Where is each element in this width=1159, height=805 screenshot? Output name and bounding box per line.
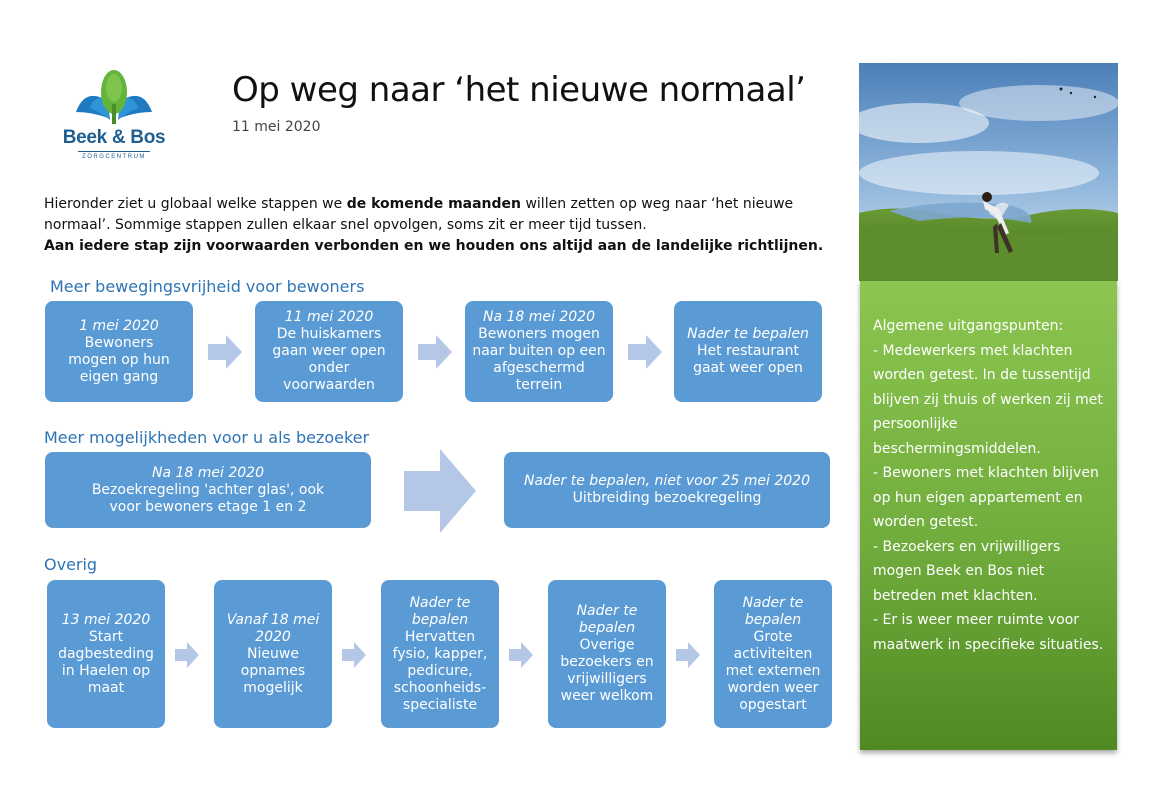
arrow-right-icon (208, 335, 242, 369)
step-text: De huiskamers gaan weer open onder voorwaarden (272, 326, 386, 393)
step-box (45, 301, 193, 402)
principle-item: - Bewoners met klachten blijven op hun eigen appartement en worden getest. (873, 465, 1099, 530)
step-box (504, 452, 830, 528)
principle-item: - Er is weer meer ruimte voor maatwerk in specifieke situaties. (873, 612, 1104, 653)
step-text: Bewoners mogen naar buiten op een afgeschermd terrein (472, 326, 606, 393)
section-heading-residents: Meer bewegingsvrijheid voor bewoners (50, 277, 365, 296)
step-box (465, 301, 613, 402)
logo-subtitle: ZORGCENTRUM (82, 154, 146, 160)
arrow-right-icon (418, 335, 452, 369)
step-date: Nader te bepalen (576, 603, 638, 636)
intro-part-c: willen zetten op weg naar ‘het nieuwe normaal’. Sommige stappen zullen elkaar snel opvolgen, soms zit er meer tijd tussen. (44, 196, 794, 233)
step-text: Hervatten fysio, kapper, pedicure, schoonheids-specialiste (392, 628, 488, 713)
section-heading-visitors: Meer mogelijkheden voor u als bezoeker (44, 428, 370, 447)
logo-brand-text: Beek & Bos (62, 127, 166, 148)
step-text: Bewoners mogen op hun eigen gang (68, 334, 170, 385)
intro-text (44, 194, 854, 257)
step-box (714, 580, 832, 728)
step-date: Nader te bepalen, niet voor 25 mei 2020 (524, 473, 810, 489)
step-box (548, 580, 666, 728)
arrow-right-icon (509, 642, 533, 668)
step-box (255, 301, 403, 402)
step-text: Uitbreiding bezoekregeling (572, 490, 762, 506)
section-heading-other: Overig (44, 555, 98, 574)
step-text: Grote activiteiten met externen worden weer opgestart (725, 628, 821, 713)
step-date: 1 mei 2020 (79, 317, 159, 334)
principles-panel (860, 281, 1117, 750)
landscape-illustration (859, 63, 1118, 281)
step-box (47, 580, 165, 728)
step-box (381, 580, 499, 728)
step-date: Na 18 mei 2020 (483, 309, 595, 325)
step-date: 13 mei 2020 (61, 611, 151, 628)
arrow-right-icon (175, 642, 199, 668)
intro-paragraph-1 (44, 194, 854, 236)
arrow-right-icon (342, 642, 366, 668)
tree-icon (62, 68, 166, 128)
beek-en-bos-logo (62, 68, 172, 168)
page-date: 11 mei 2020 (232, 119, 321, 135)
step-box (674, 301, 822, 402)
arrow-right-icon (676, 642, 700, 668)
step-date: 11 mei 2020 (284, 309, 374, 325)
intro-paragraph-2: Aan iedere stap zijn voorwaarden verbonden en we houden ons altijd aan de landelijke richtlijnen. (44, 238, 824, 254)
intro-part-a: Hieronder ziet u globaal welke stappen we (44, 196, 347, 212)
step-box (45, 452, 371, 528)
landscape-photo (859, 63, 1118, 281)
intro-emphasis: de komende maanden (346, 196, 522, 212)
logo-divider (78, 151, 150, 152)
step-date: Nader te bepalen (409, 594, 471, 628)
step-text: Het restaurant gaat weer open (693, 343, 803, 376)
step-date: Na 18 mei 2020 (152, 464, 264, 481)
step-text: Bezoekregeling 'achter glas', ook voor bewoners etage 1 en 2 (91, 481, 325, 515)
step-box (214, 580, 332, 728)
step-text: Start dagbesteding in Haelen op maat (58, 628, 154, 696)
arrow-right-icon (404, 449, 476, 533)
principle-item: - Medewerkers met klachten worden getest. In de tussentijd blijven zij thuis of werken zij met persoonlijke beschermingsmiddelen. (873, 342, 1103, 457)
step-text: Overige bezoekers en vrijwilligers weer welkom (560, 637, 654, 704)
step-date: Vanaf 18 mei 2020 (226, 611, 320, 645)
page-title: Op weg naar ‘het nieuwe normaal’ (232, 70, 806, 110)
step-date: Nader te bepalen (687, 326, 809, 342)
step-text: Nieuwe opnames mogelijk (240, 645, 306, 696)
principle-item: - Bezoekers en vrijwilligers mogen Beek en Bos niet betreden met klachten. (873, 538, 1061, 604)
arrow-right-icon (628, 335, 662, 369)
step-date: Nader te bepalen (742, 594, 804, 628)
principles-heading: Algemene uitgangspunten: (873, 318, 1064, 334)
